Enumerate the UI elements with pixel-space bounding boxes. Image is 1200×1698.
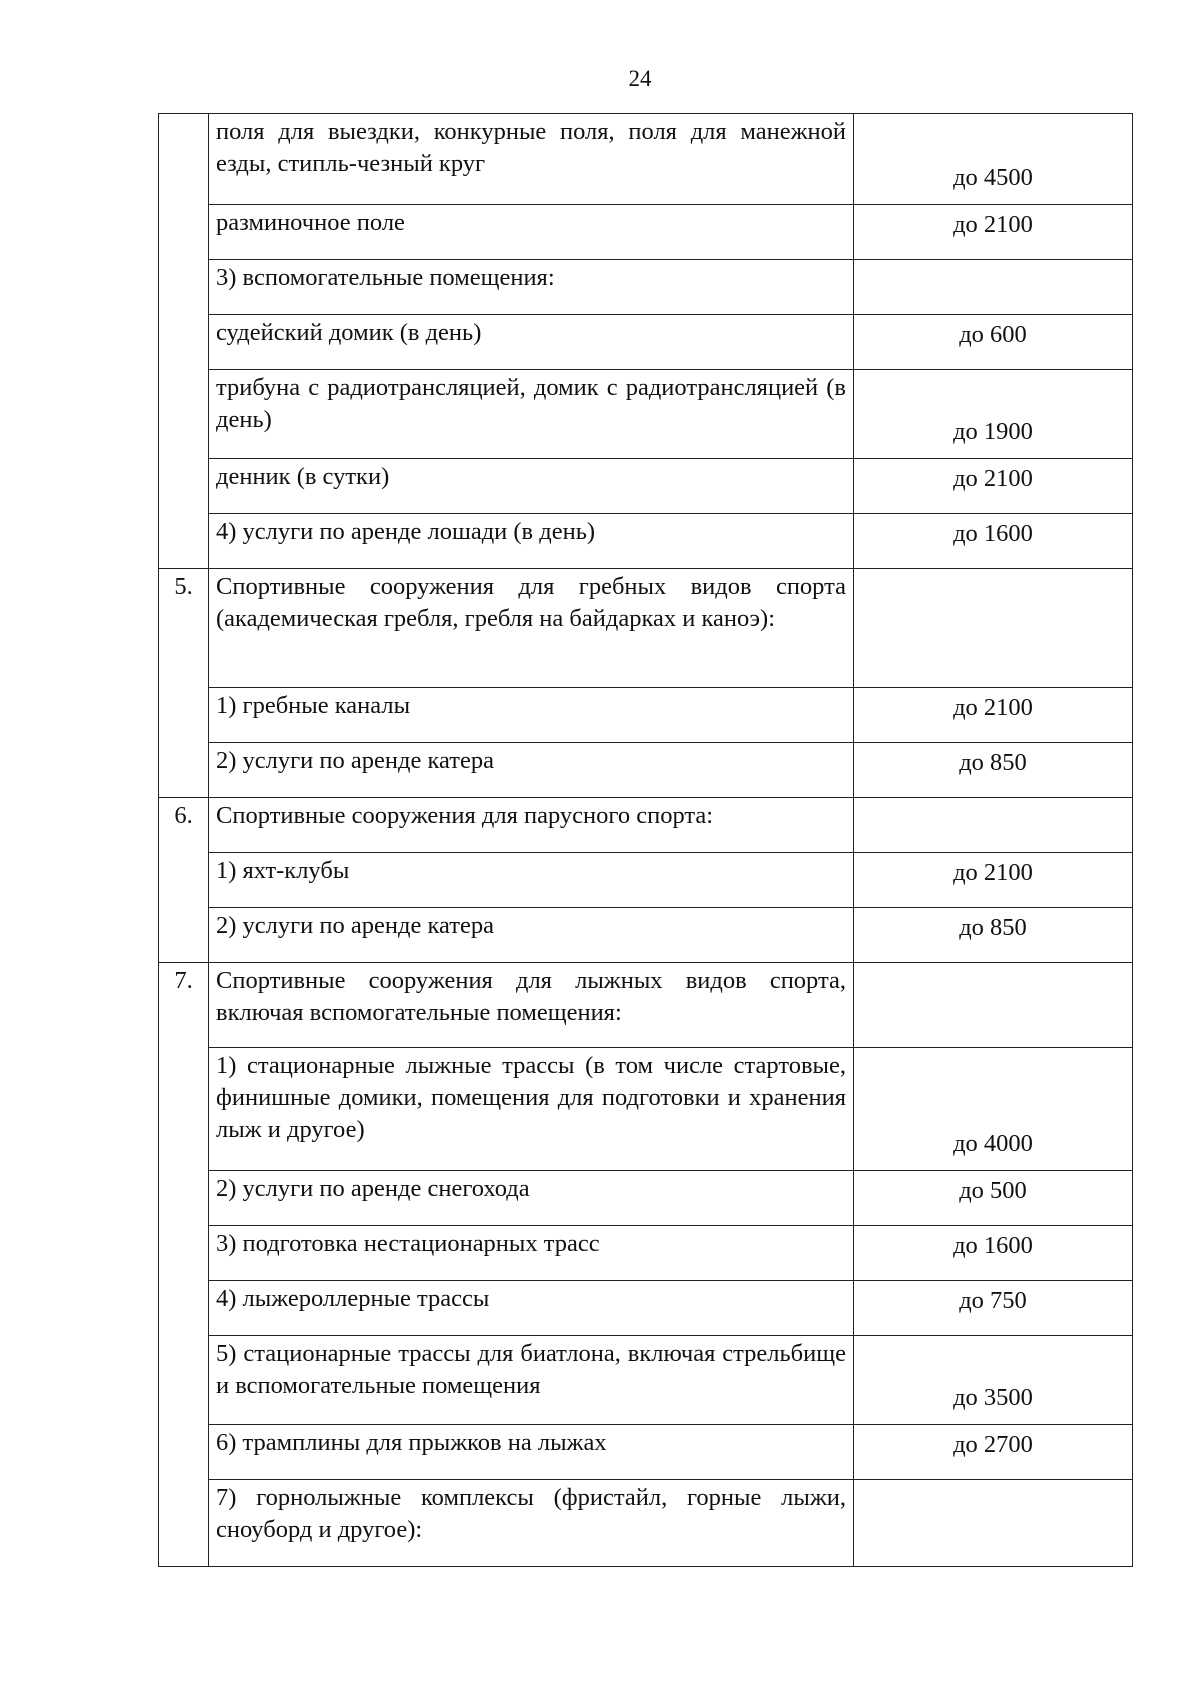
table-row xyxy=(159,798,1133,853)
table-row xyxy=(159,688,1133,743)
row-description: судейский домик (в день) xyxy=(209,315,854,370)
row-price: до 2100 xyxy=(854,853,1133,908)
table-row xyxy=(159,743,1133,798)
table-row xyxy=(159,205,1133,260)
row-description: 5) стационарные трассы для биатлона, включая стрельбище и вспомогательные помещения xyxy=(209,1336,854,1425)
table-row xyxy=(159,1425,1133,1480)
row-description: разминочное поле xyxy=(209,205,854,260)
table-row xyxy=(159,1480,1133,1567)
table-row xyxy=(159,370,1133,459)
table-row xyxy=(159,260,1133,315)
row-price xyxy=(854,798,1133,853)
table-row xyxy=(159,963,1133,1048)
table-row xyxy=(159,569,1133,688)
table-row xyxy=(159,514,1133,569)
table-row xyxy=(159,114,1133,205)
row-description: Спортивные сооружения для парусного спорта: xyxy=(209,798,854,853)
row-number xyxy=(159,743,209,798)
row-number xyxy=(159,688,209,743)
row-price: до 2100 xyxy=(854,205,1133,260)
table-row xyxy=(159,853,1133,908)
row-number xyxy=(159,1171,209,1226)
row-number xyxy=(159,1425,209,1480)
row-number xyxy=(159,1048,209,1171)
row-price: до 1900 xyxy=(854,370,1133,459)
row-number: 6. xyxy=(159,798,209,853)
table-row xyxy=(159,459,1133,514)
row-number xyxy=(159,853,209,908)
row-description: 6) трамплины для прыжков на лыжах xyxy=(209,1425,854,1480)
row-description: 2) услуги по аренде катера xyxy=(209,743,854,798)
row-number xyxy=(159,114,209,205)
row-description: Спортивные сооружения для лыжных видов спорта, включая вспомогательные помещения: xyxy=(209,963,854,1048)
row-number: 5. xyxy=(159,569,209,688)
row-description: 1) гребные каналы xyxy=(209,688,854,743)
row-price: до 850 xyxy=(854,908,1133,963)
row-price: до 600 xyxy=(854,315,1133,370)
row-number xyxy=(159,260,209,315)
row-number xyxy=(159,205,209,260)
row-description: 2) услуги по аренде катера xyxy=(209,908,854,963)
row-price xyxy=(854,260,1133,315)
page-number: 24 xyxy=(628,66,652,91)
row-price: до 500 xyxy=(854,1171,1133,1226)
row-description: Спортивные сооружения для гребных видов спорта (академическая гребля, гребля на байдарках и каноэ): xyxy=(209,569,854,688)
row-price xyxy=(854,1480,1133,1567)
row-number xyxy=(159,908,209,963)
row-number xyxy=(159,315,209,370)
row-description: 2) услуги по аренде снегохода xyxy=(209,1171,854,1226)
row-number xyxy=(159,370,209,459)
row-price: до 2100 xyxy=(854,688,1133,743)
row-number: 7. xyxy=(159,963,209,1048)
row-price: до 4500 xyxy=(854,114,1133,205)
row-number xyxy=(159,1336,209,1425)
row-description: 4) услуги по аренде лошади (в день) xyxy=(209,514,854,569)
row-price: до 2100 xyxy=(854,459,1133,514)
row-price: до 1600 xyxy=(854,514,1133,569)
row-description: 7) горнолыжные комплексы (фристайл, горные лыжи, сноуборд и другое): xyxy=(209,1480,854,1567)
table-row xyxy=(159,908,1133,963)
table-row xyxy=(159,315,1133,370)
row-price: до 750 xyxy=(854,1281,1133,1336)
row-description: 1) яхт-клубы xyxy=(209,853,854,908)
row-description: денник (в сутки) xyxy=(209,459,854,514)
row-price: до 4000 xyxy=(854,1048,1133,1171)
row-description: поля для выездки, конкурные поля, поля для манежной езды, стипль-чезный круг xyxy=(209,114,854,205)
row-number xyxy=(159,1226,209,1281)
table-row xyxy=(159,1048,1133,1171)
row-price xyxy=(854,963,1133,1048)
table-row xyxy=(159,1171,1133,1226)
table-row xyxy=(159,1336,1133,1425)
row-price: до 850 xyxy=(854,743,1133,798)
row-description: 3) подготовка нестационарных трасс xyxy=(209,1226,854,1281)
price-table xyxy=(158,113,1133,1567)
row-price: до 3500 xyxy=(854,1336,1133,1425)
table-row xyxy=(159,1226,1133,1281)
row-number xyxy=(159,459,209,514)
row-description: трибуна с радиотрансляцией, домик с радиотрансляцией (в день) xyxy=(209,370,854,459)
row-description: 1) стационарные лыжные трассы (в том числе стартовые, финишные домики, помещения для подготовки и хранения лыж и другое) xyxy=(209,1048,854,1171)
row-number xyxy=(159,1480,209,1567)
row-description: 4) лыжероллерные трассы xyxy=(209,1281,854,1336)
row-description: 3) вспомогательные помещения: xyxy=(209,260,854,315)
row-number xyxy=(159,1281,209,1336)
row-price xyxy=(854,569,1133,688)
row-price: до 2700 xyxy=(854,1425,1133,1480)
row-number xyxy=(159,514,209,569)
table-row xyxy=(159,1281,1133,1336)
row-price: до 1600 xyxy=(854,1226,1133,1281)
